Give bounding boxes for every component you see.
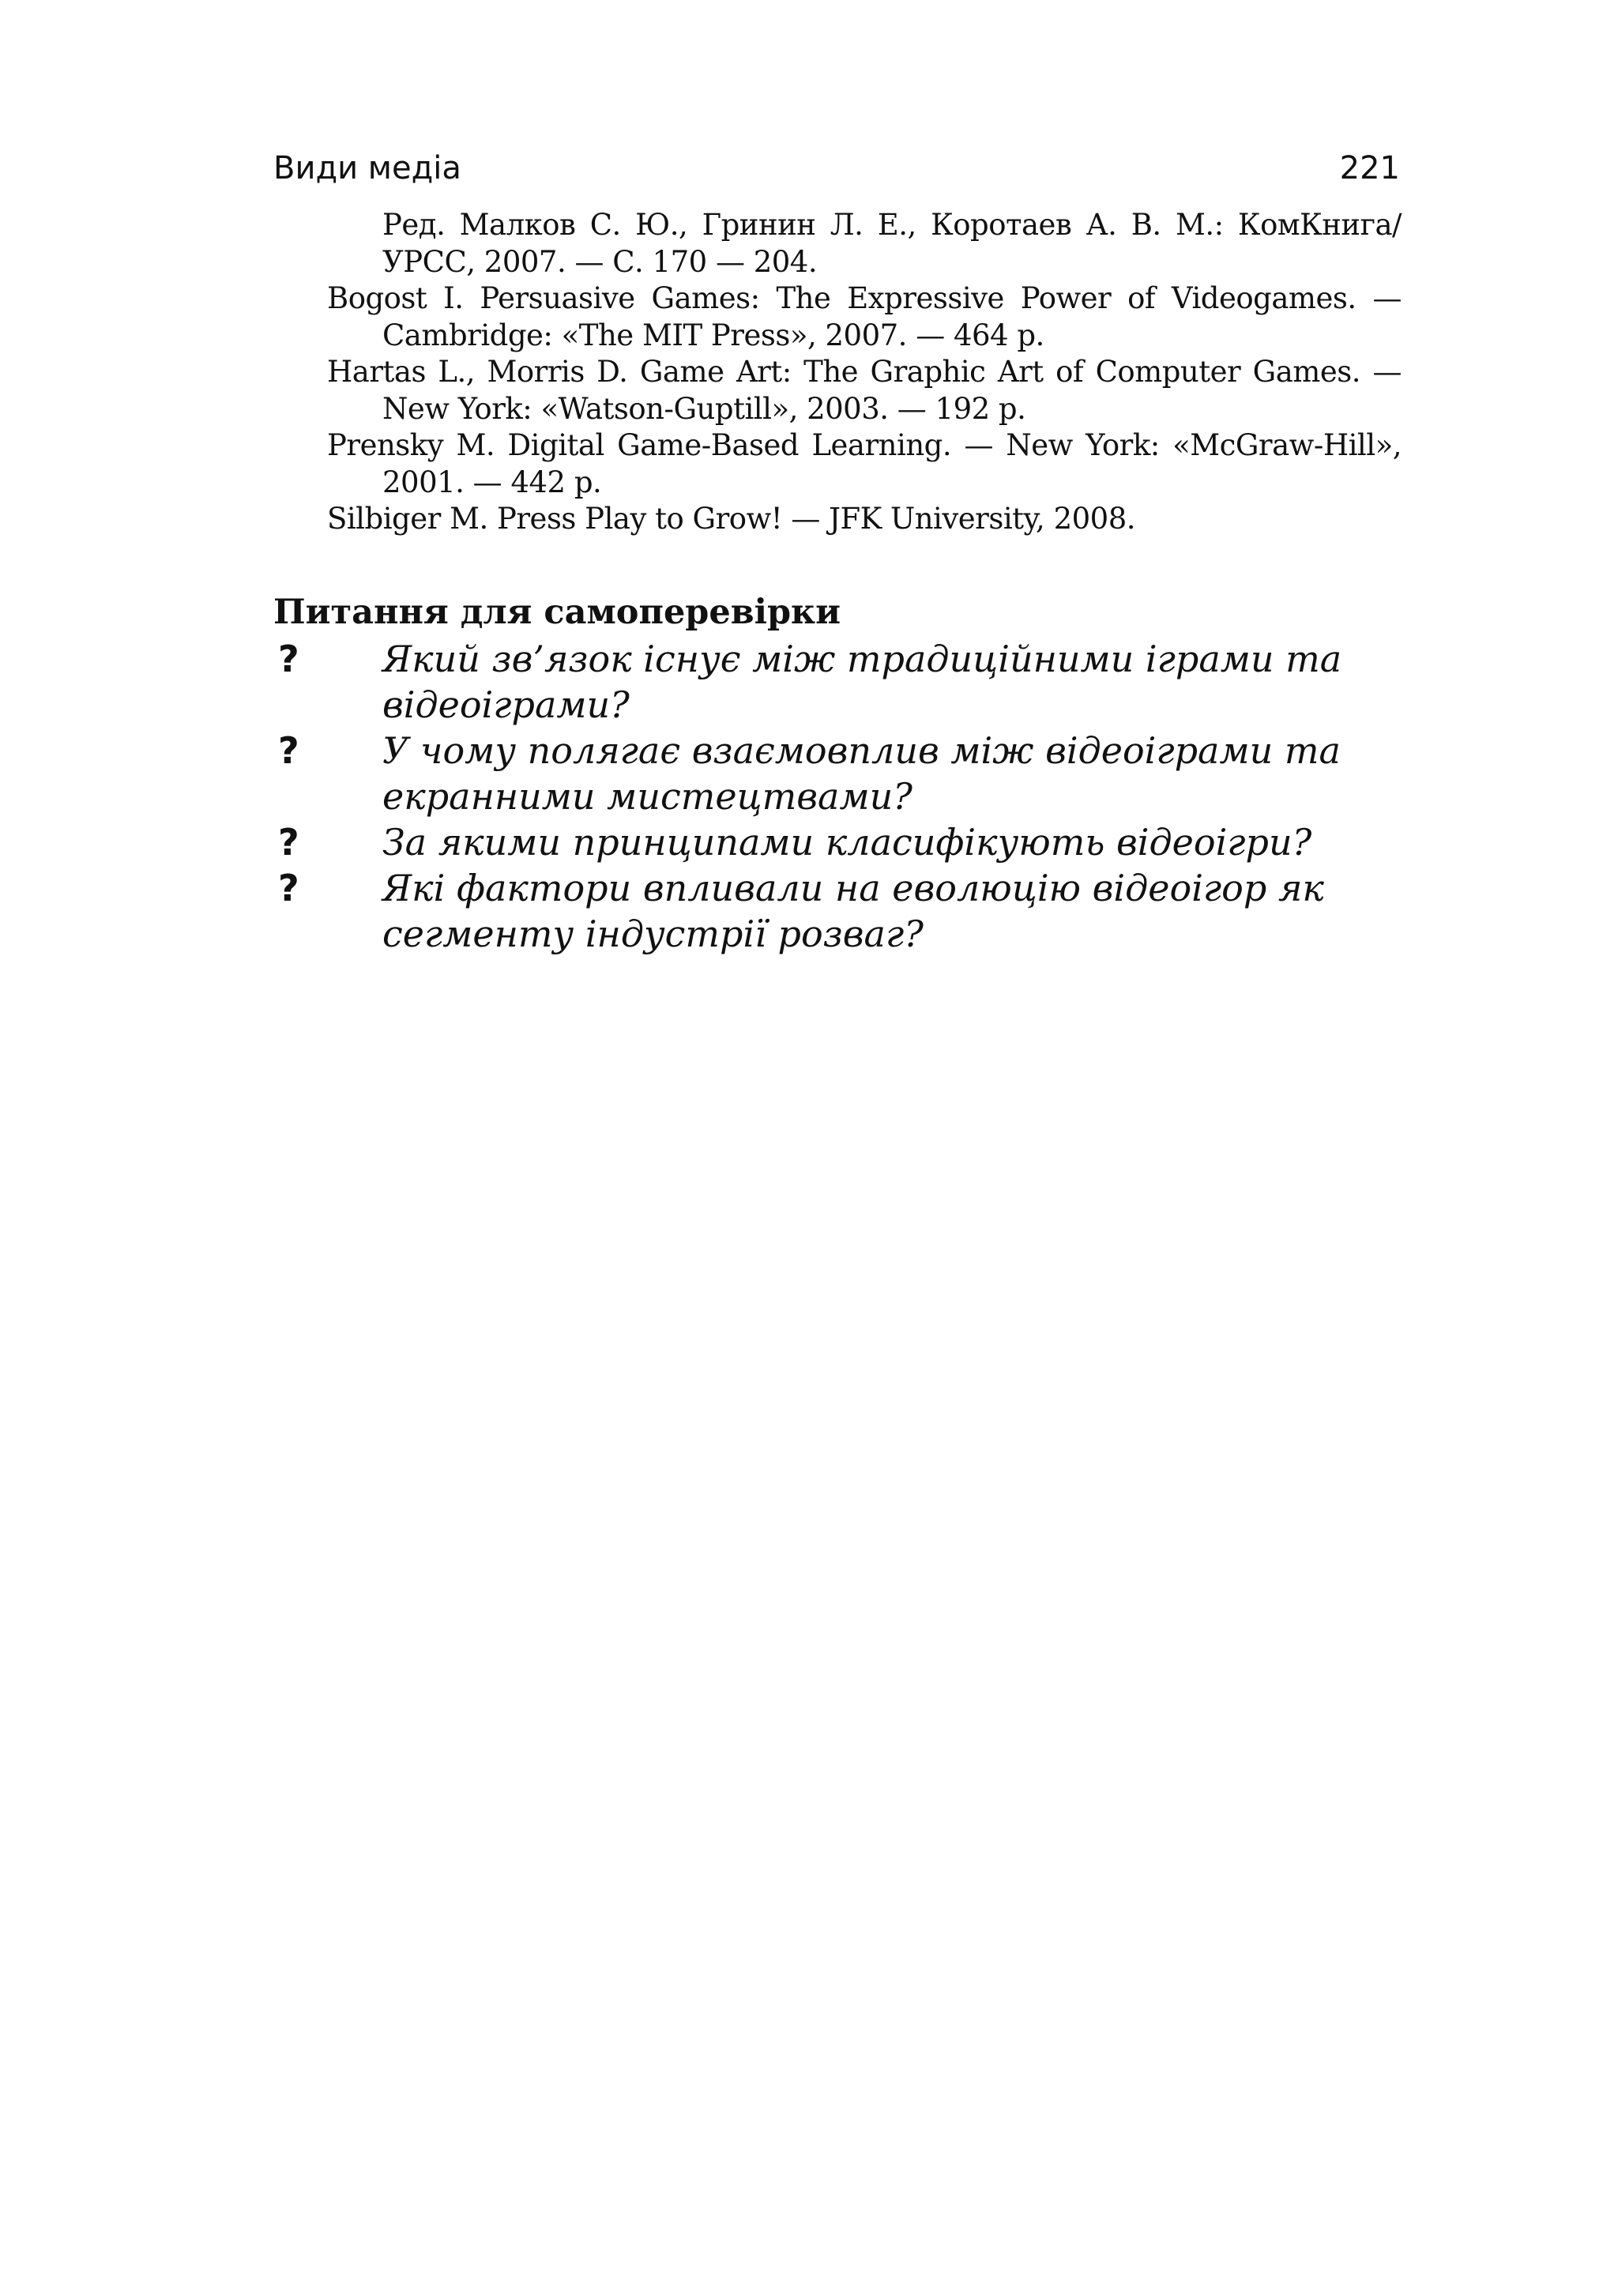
question-text: Які фактори впливали на еволюцію відеоігор як сегменту індустрії розваг? (382, 867, 1324, 955)
question-text: За якими принципами класифікують відеоігри? (382, 821, 1312, 864)
question-item (273, 865, 1403, 957)
question-item (273, 728, 1403, 819)
reference-list (327, 207, 1402, 538)
question-list (273, 636, 1403, 957)
page-number: 221 (1339, 150, 1400, 186)
reference-item: Prensky M. Digital Game-Based Learning. — New York: «McGraw-Hill», 2001. — 442 р. (327, 428, 1402, 499)
section-title: Види медіа (273, 150, 461, 186)
question-mark-icon: ? (278, 867, 299, 909)
question-text: У чому полягає взаємовплив між відеоіграми та екранними мистецтвами? (382, 729, 1341, 818)
question-mark-icon: ? (278, 729, 299, 772)
reference-item: Silbiger M. Press Play to Grow! — JFK University, 2008. (327, 502, 1135, 536)
question-item (273, 819, 1403, 865)
reference-item: Bogost I. Persuasive Games: The Expressive Power of Videogames. — Cambridge: «The MIT Press», 2007. — 464 р. (327, 281, 1402, 352)
questions-heading: Питання для самоперевірки (273, 593, 841, 632)
question-mark-icon: ? (278, 821, 299, 864)
question-text: Який зв’язок існує між традиційними іграми та відеоіграми? (382, 638, 1342, 726)
question-mark-icon: ? (278, 638, 299, 680)
reference-item: Hartas L., Morris D. Game Art: The Graphic Art of Computer Games. — New York: «Watson-Guptill», 2003. — 192 р. (327, 355, 1402, 426)
reference-item: Ред. Малков С. Ю., Гринин Л. Е., Коротаев А. В. М.: КомКнига/ УРСС, 2007. — С. 170 — 204. (382, 208, 1402, 279)
question-item (273, 636, 1403, 728)
running-head (273, 146, 1400, 190)
